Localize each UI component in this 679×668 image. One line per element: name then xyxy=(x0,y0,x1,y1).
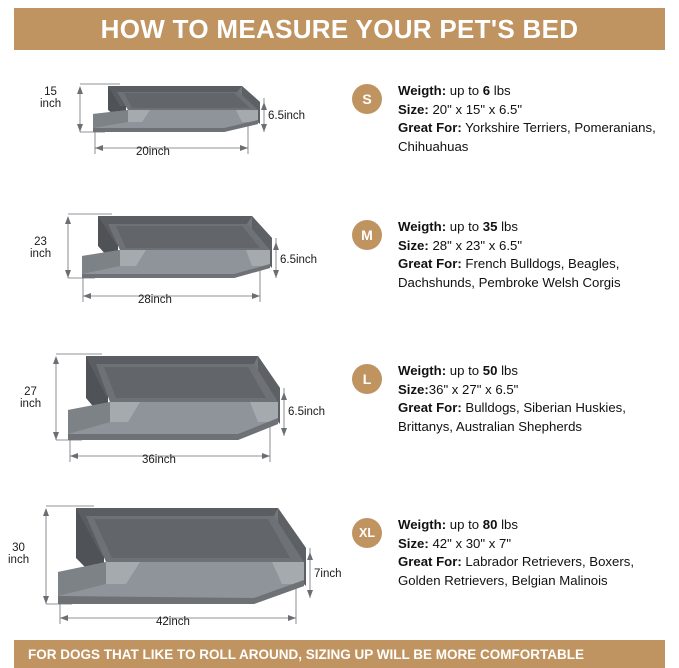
great-for-line-m: Great For: French Bulldogs, Beagles, Dachshunds, Pembroke Welsh Corgis xyxy=(398,256,621,291)
page-header xyxy=(14,8,665,50)
height-label-m: 6.5inch xyxy=(280,254,318,266)
depth-unit-s: inch xyxy=(40,98,62,111)
footer-text: FOR DOGS THAT LIKE TO ROLL AROUND, SIZING UP WILL BE MORE COMFORTABLE xyxy=(28,646,584,662)
great-for-line-l: Great For: Bulldogs, Siberian Huskies, Brittanys, Australian Shepherds xyxy=(398,400,626,435)
weight-line-l: Weigth: up to 50 lbs xyxy=(398,363,518,378)
weight-line-m: Weigth: up to 35 lbs xyxy=(398,219,518,234)
depth-unit-m: inch xyxy=(30,248,52,261)
size-info-lines-m xyxy=(398,218,678,293)
size-badge-m: M xyxy=(352,220,382,250)
depth-value-m: 23 xyxy=(34,236,47,248)
bed-diagram-s-svg xyxy=(20,62,350,192)
bed-illustration-m xyxy=(20,196,350,336)
page-footer xyxy=(14,640,665,668)
size-line-xl: Size: 42" x 30" x 7" xyxy=(398,535,512,551)
great-for-line-xl: Great For: Labrador Retrievers, Boxers, Golden Retrievers, Belgian Malinois xyxy=(398,554,634,589)
bed-illustration-xl xyxy=(8,494,350,636)
depth-unit-xl: inch xyxy=(8,554,30,567)
size-info-lines-xl xyxy=(398,516,678,591)
width-label-l: 36inch xyxy=(142,454,176,466)
width-label-s: 20inch xyxy=(136,146,170,158)
size-info-lines-s xyxy=(398,82,678,157)
size-badge-s: S xyxy=(352,84,382,114)
size-badge-l: L xyxy=(352,364,382,394)
depth-value-xl: 30 xyxy=(12,542,25,554)
size-row-l xyxy=(0,340,679,490)
bed-illustration-s xyxy=(20,62,350,192)
height-label-s: 6.5inch xyxy=(268,110,306,122)
size-row-s xyxy=(0,62,679,192)
size-row-xl xyxy=(0,494,679,636)
height-label-xl: 7inch xyxy=(314,568,342,580)
depth-value-s: 15 xyxy=(44,86,57,98)
weight-line-xl: Weigth: up to 80 lbs xyxy=(398,517,518,532)
bed-diagram-xl-svg xyxy=(20,494,350,636)
depth-unit-l: inch xyxy=(20,398,42,411)
bed-illustration-l xyxy=(20,340,350,490)
great-for-line-s: Great For: Yorkshire Terriers, Pomeranians, Chihuahuas xyxy=(398,120,656,155)
width-label-xl: 42inch xyxy=(156,616,190,628)
size-line-s: Size: 20" x 15" x 6.5" xyxy=(398,101,523,117)
size-info-lines-l xyxy=(398,362,678,437)
size-row-m xyxy=(0,196,679,336)
size-line-l: Size:36" x 27" x 6.5" xyxy=(398,381,519,397)
depth-value-l: 27 xyxy=(24,386,37,398)
width-label-m: 28inch xyxy=(138,294,172,306)
height-label-l: 6.5inch xyxy=(288,406,326,418)
weight-line-s: Weigth: up to 6 lbs xyxy=(398,83,511,98)
page-title: HOW TO MEASURE YOUR PET'S BED xyxy=(100,13,579,44)
size-badge-xl: XL xyxy=(352,518,382,548)
size-line-m: Size: 28" x 23" x 6.5" xyxy=(398,237,523,253)
